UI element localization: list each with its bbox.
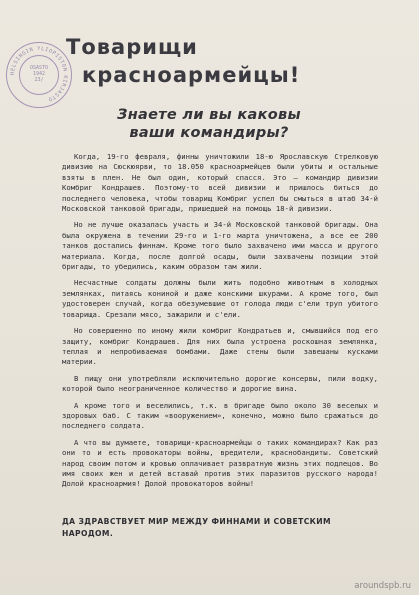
closing-slogan: ДА ЗДРАВСТВУЕТ МИР МЕЖДУ ФИННАМИ И СОВЕТСКИМ НАРОДОМ. (62, 517, 335, 538)
paragraph: Но не лучше оказалась участь и 34-й Московской танковой бригады. Она была окружена в течении 29-го и 1-го марта уничтожена, а все ее 200 танков достались финнам. Кроме того было захвачено ими масса и другого материала. Когда, после долгой осады, были захвачены позиции этой бригады, то убедились, каким образом там жили. (62, 220, 383, 272)
paragraph: Несчастные солдаты должны были жить подобно животным в холодных землянках, питаясь кониной и даже конскими шкурами. А кроме того, был удостоверен случай, когда обезумевшие от голода люди с'ели труп убитого товарища. Срезали мясо, зажарили и с'ели. (62, 278, 383, 319)
headline-line-2: красноармейцы! (82, 63, 301, 87)
subheadline: Знаете ли вы каковы ваши командиры? (117, 107, 301, 141)
body-text (62, 152, 383, 496)
svg-text:HELSINGIN YLIOPISTON KIRJASTO: HELSINGIN YLIOPISTON KIRJASTO (9, 45, 69, 103)
headline-line-1: Товарищи (66, 35, 198, 59)
stamp-center-text: OSASTO 1942 23/ (29, 65, 49, 83)
site-watermark: aroundspb.ru (354, 581, 411, 591)
paragraph: А кроме того и веселились, т.к. в бригаде было около 30 веселых и здоровых баб. С таким «вооружением», конечно, можно было сражаться до последнего солдата. (62, 400, 383, 431)
paragraph: А что вы думаете, товарищи-красноармейцы о таких командирах? Как раз они то и есть провокаторы войны, вредители, краснобандиты. Советский народ своим потом и кровью оплачивает развратную жизнь этих подлецов. Во имя своих жен и детей вставай против этих паразитов русского народа! Долой красноармия! Долой провокаторов войны! (62, 437, 383, 489)
paragraph: Но совершенно по иному жили комбриг Кондратьев и, смывшийся под его защиту, комбриг Кондрашев. Для них была устроена роскошная землянка, теплая и непробиваемая бомбами. Даже стены были завешаны кусками материи. (62, 326, 383, 367)
paragraph: Когда, 19-го февраля, финны уничтожили 18-ю Ярославскую Стрелковую дивизию на Сюскюярви, то 18.050 красноармейцев были убиты и остальные взяты в плен. Не был один, который спасся. Это — командир дивизии Комбриг Кондрашев. Поэтому-то всей дивизии и пришлось биться до последнего человека, чтобы товарищ Комбриг успел бы смыться в штаб 34-й Московской танковой бригады, пришедшей на помощь 18-й дивизии. (62, 152, 383, 214)
paragraph: В пищу они употребляли исключительно дорогие консервы, пили водку, которой было неограниченное количество и дорогие вина. (62, 373, 383, 394)
library-stamp (6, 42, 72, 108)
